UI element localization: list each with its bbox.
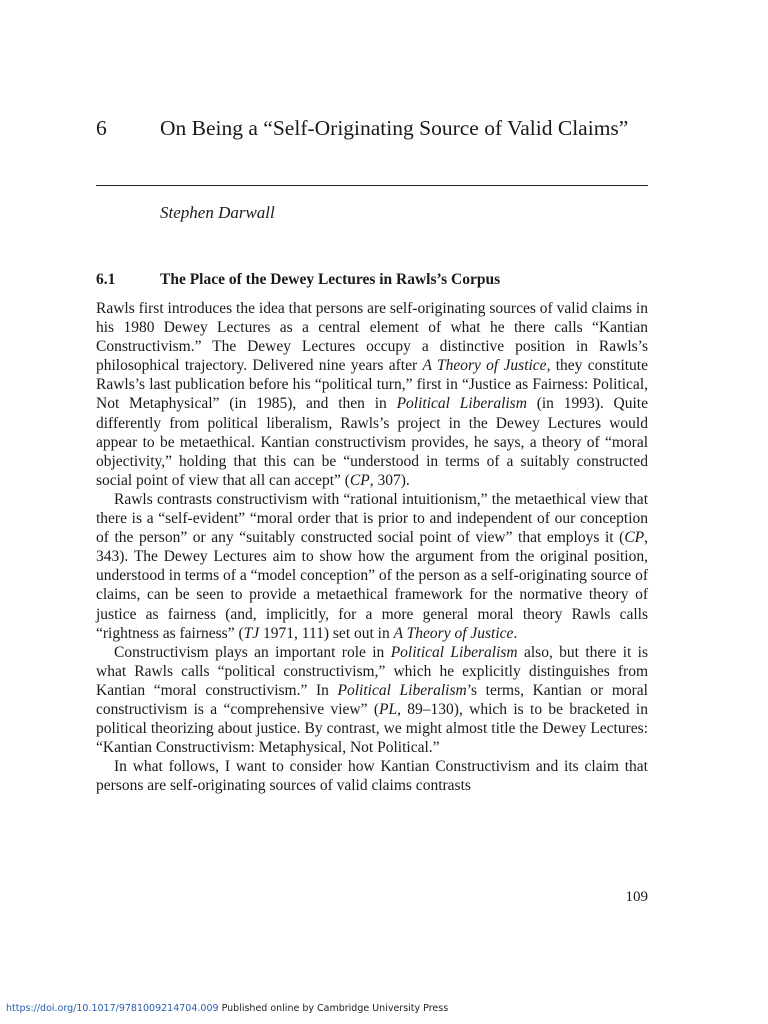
text-run: 1971, 111) set out in xyxy=(259,624,394,642)
publisher-note: Published online by Cambridge University Press xyxy=(218,1003,449,1014)
text-run: In what follows, I want to consider how Kantian Constructivism and its claim that persons are self-originating sources of valid claims contrasts xyxy=(96,758,648,795)
italic-run: A Theory of Justice xyxy=(422,357,547,375)
italic-run: A Theory of Justice xyxy=(393,624,514,642)
italic-run: PL xyxy=(379,700,398,718)
chapter-title: On Being a “Self-Originating Source of Valid Claims” xyxy=(160,116,629,140)
italic-run: CP xyxy=(624,529,645,547)
title-rule xyxy=(96,185,648,186)
italic-run: Political Liberalism xyxy=(337,681,467,699)
paragraph xyxy=(96,757,648,795)
text-run: . xyxy=(513,624,518,642)
text-run: Rawls contrasts constructivism with “rational intuitionism,” the metaethical view that there is a “self-evident” “moral order that is prior to and independent of our conception of the person” or any “suitably constructed social point of view” that employs it ( xyxy=(96,490,648,547)
chapter-number: 6 xyxy=(96,116,107,140)
italic-run: Political Liberalism xyxy=(390,643,518,661)
text-run: , 343). The Dewey Lectures aim to show how the argument from the original position, understood in terms of a “model conception” of the person as a self-originating source of claims, can be seen to provide a metaethical framework for the normative theory of justice as fairness (and, implicitly, for a more general moral theory Rawls calls “rightness as fairness” ( xyxy=(96,529,648,642)
italic-run: Political Liberalism xyxy=(396,395,527,413)
doi-link[interactable]: https://doi.org/10.1017/9781009214704.009 xyxy=(6,1003,219,1014)
text-run: also, but there it is what Rawls calls “political constructivism,” which he explicitly distinguishes from Kantian “moral constructivism.” In xyxy=(96,643,649,699)
section-title: The Place of the Dewey Lectures in Rawls’s Corpus xyxy=(160,271,501,288)
text-run: , they constitute Rawls’s last publication before his “political turn,” first in “Justice as Fairness: Political, Not Metaphysical” (in 1985), and then in xyxy=(96,357,648,413)
author-name: Stephen Darwall xyxy=(160,203,275,222)
text-run: , 89–130), which is to be bracketed in political theorizing about justice. By contrast, we might almost title the Dewey Lectures: “Kantian Constructivism: Metaphysical, Not Political.” xyxy=(96,700,648,757)
text-run: , 307). xyxy=(369,471,410,489)
paragraph xyxy=(96,643,648,758)
text-run: ’s terms, Kantian or moral constructivism is a “comprehensive view” ( xyxy=(96,681,648,718)
paragraph xyxy=(96,299,648,490)
footer xyxy=(6,1003,448,1014)
body-text xyxy=(96,299,648,795)
italic-run: CP xyxy=(349,471,370,489)
paragraph xyxy=(96,490,648,643)
page-number: 109 xyxy=(625,889,648,905)
italic-run: TJ xyxy=(243,624,260,642)
text-run: (in 1993). Quite differently from political liberalism, Rawls’s project in the Dewey Lectures would appear to be metaethical. Kantian constructivism provides, he says, a theory of “moral objectivity,” holding that this can be “understood in terms of a suitably constructed social point of view that all can accept” ( xyxy=(96,395,648,489)
text-run: Constructivism plays an important role in xyxy=(114,643,391,661)
section-number: 6.1 xyxy=(96,271,116,288)
text-run: Rawls first introduces the idea that persons are self-originating sources of valid claims in his 1980 Dewey Lectures as a central element of what he there calls “Kantian Constructivism.” The Dewey Lectures occupy a distinctive position in Rawls’s philosophical trajectory. Delivered nine years after xyxy=(96,300,648,375)
